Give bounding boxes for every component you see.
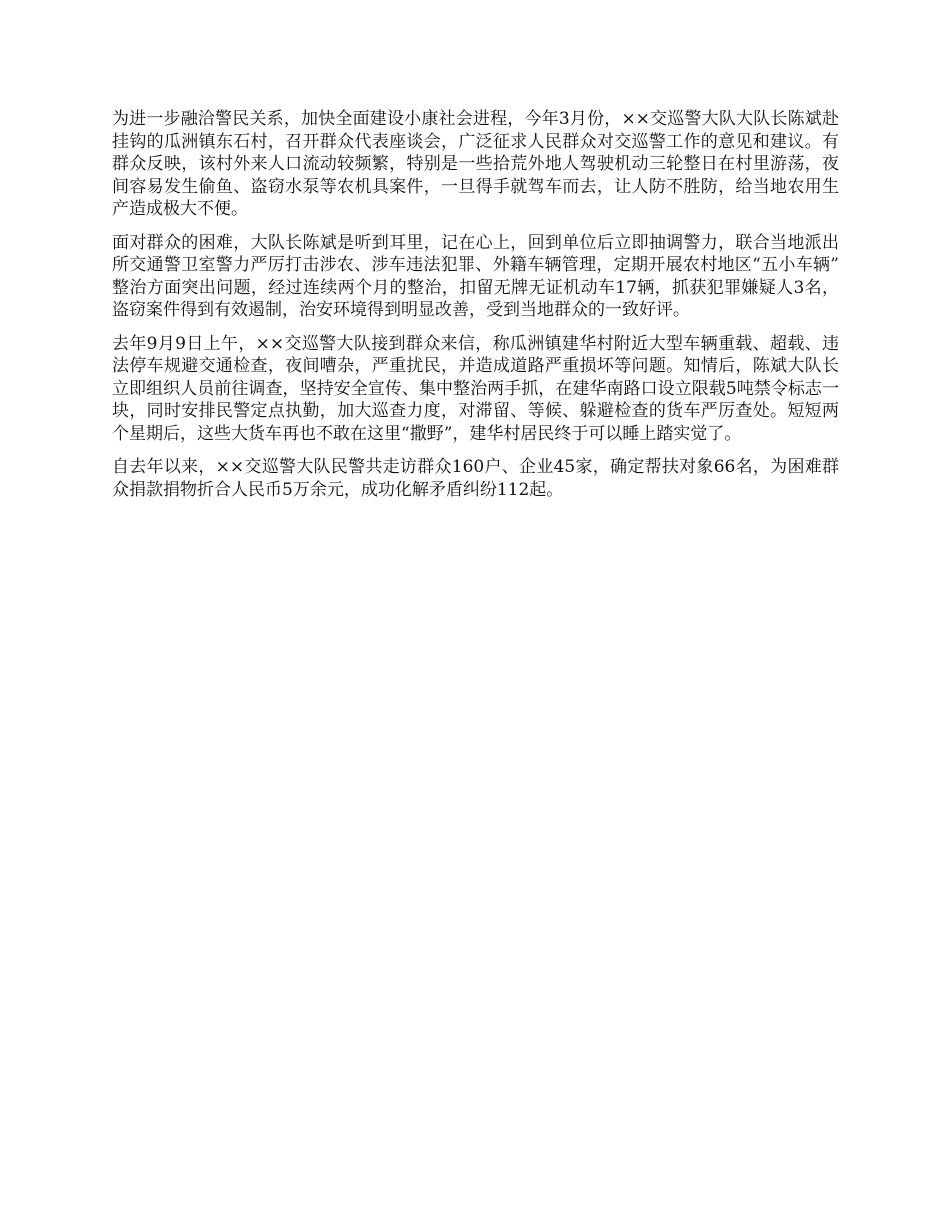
document-body [112, 108, 839, 512]
paragraph-3: 去年9月9日上午，××交巡警大队接到群众来信，称瓜洲镇建华村附近大型车辆重载、超载、违法停车规避交通检查，夜间嘈杂，严重扰民，并造成道路严重损坏等问题。知情后，陈斌大队长立即组织人员前往调查，坚持安全宣传、集中整治两手抓，在建华南路口设立限载5吨禁令标志一块，同时安排民警定点执勤，加大巡查力度，对滞留、等候、躲避检查的货车严厉查处。短短两个星期后，这些大货车再也不敢在这里“撒野”，建华村居民终于可以睡上踏实觉了。 [112, 333, 839, 444]
paragraph-4: 自去年以来，××交巡警大队民警共走访群众160户、企业45家，确定帮扶对象66名，为困难群众捐款捐物折合人民币5万余元，成功化解矛盾纠纷112起。 [112, 457, 839, 500]
paragraph-2: 面对群众的困难，大队长陈斌是听到耳里，记在心上，回到单位后立即抽调警力，联合当地派出所交通警卫室警力严厉打击涉农、涉车违法犯罪、外籍车辆管理，定期开展农村地区“五小车辆”整治方面突出问题，经过连续两个月的整治，扣留无牌无证机动车17辆，抓获犯罪嫌疑人3名，盗窃案件得到有效遏制，治安环境得到明显改善，受到当地群众的一致好评。 [112, 232, 839, 320]
paragraph-1: 为进一步融洽警民关系，加快全面建设小康社会进程，今年3月份，××交巡警大队大队长陈斌赴挂钩的瓜洲镇东石村，召开群众代表座谈会，广泛征求人民群众对交巡警工作的意见和建议。有群众反映，该村外来人口流动较频繁，特别是一些拾荒外地人驾驶机动三轮整日在村里游荡，夜间容易发生偷鱼、盗窃水泵等农机具案件，一旦得手就驾车而去，让人防不胜防，给当地农用生产造成极大不便。 [112, 109, 839, 219]
